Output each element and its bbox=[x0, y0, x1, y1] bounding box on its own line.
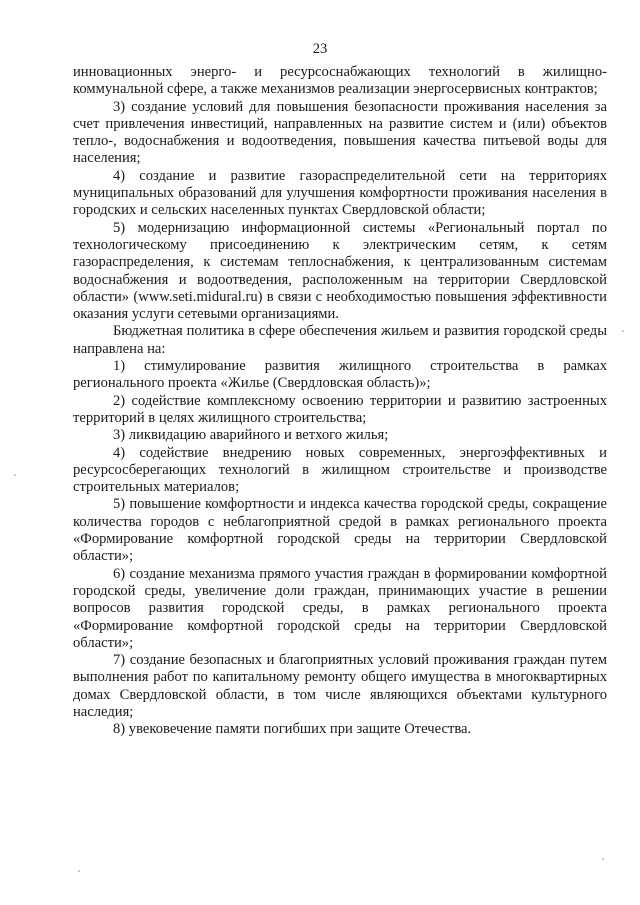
list-item-energy-efficient-tech: 4) содействие внедрению новых современных, энергоэффективных и ресурсосберегающих технологий в жилищном строительстве и производстве строительных материалов; bbox=[73, 444, 607, 496]
list-item-safety-conditions: 3) создание условий для повышения безопасности проживания населения за счет привлечения инвестиций, направленных на развитие систем и (или) объектов тепло-, водоснабжения и водоотведения, повышения качества питьевой воды для населения; bbox=[73, 98, 607, 167]
list-item-citizen-participation: 6) создание механизма прямого участия граждан в формировании комфортной городской среды, увеличение доли граждан, принимающих участие в решении вопросов развития городской среды, в рамках регионального проекта «Формирование комфортной городской среды на территории Свердловской области»; bbox=[73, 565, 607, 651]
paragraph-housing-policy-intro: Бюджетная политика в сфере обеспечения жильем и развития городской среды направлена на: bbox=[73, 323, 607, 357]
list-item-gas-network: 4) создание и развитие газораспределительной сети на территориях муниципальных образований для улучшения комфортности проживания населения в городских и сельских населенных пунктах Свердловской области; bbox=[73, 167, 607, 219]
list-item-memorial: 8) увековечение памяти погибших при защите Отечества. bbox=[113, 721, 472, 738]
list-item-territory-development: 2) содействие комплексному освоению территории и развитию застроенных территорий в целях жилищного строительства; bbox=[73, 392, 607, 426]
scan-speck bbox=[622, 330, 624, 332]
scan-speck bbox=[14, 474, 16, 476]
list-item-portal-modernization: 5) модернизацию информационной системы «Региональный портал по технологическому присоединению к электрическим сетям, к сетям газораспределения, к системам теплоснабжения, к централизованным системам водоснабжения и водоотведения, расположенным на территории Свердловской области» (www.seti.midural.ru) в связи с необходимостью повышения эффективности оказания услуги сетевыми организациями. bbox=[73, 219, 607, 323]
page-number: 23 bbox=[312, 41, 328, 57]
list-item-housing-construction: 1) стимулирование развития жилищного строительства в рамках регионального проекта «Жилье (Свердловская область)»; bbox=[73, 358, 607, 392]
scan-speck bbox=[78, 870, 80, 872]
paragraph-continuation: инновационных энерго- и ресурсоснабжающих технологий в жилищно-коммунальной сфере, а также механизмов реализации энергосервисных контрактов; bbox=[73, 64, 607, 98]
document-body bbox=[73, 64, 607, 739]
list-item-urban-comfort: 5) повышение комфортности и индекса качества городской среды, сокращение количества городов с неблагоприятной средой в рамках регионального проекта «Формирование комфортной городской среды на территории Свердловской области»; bbox=[73, 496, 607, 565]
scan-speck bbox=[602, 858, 604, 860]
list-item-capital-repair: 7) создание безопасных и благоприятных условий проживания граждан путем выполнения работ по капитальному ремонту общего имущества в многоквартирных домах Свердловской области, в том числе являющихся объектами культурного наследия; bbox=[73, 652, 607, 720]
list-item-emergency-housing: 3) ликвидацию аварийного и ветхого жилья; bbox=[113, 427, 389, 444]
